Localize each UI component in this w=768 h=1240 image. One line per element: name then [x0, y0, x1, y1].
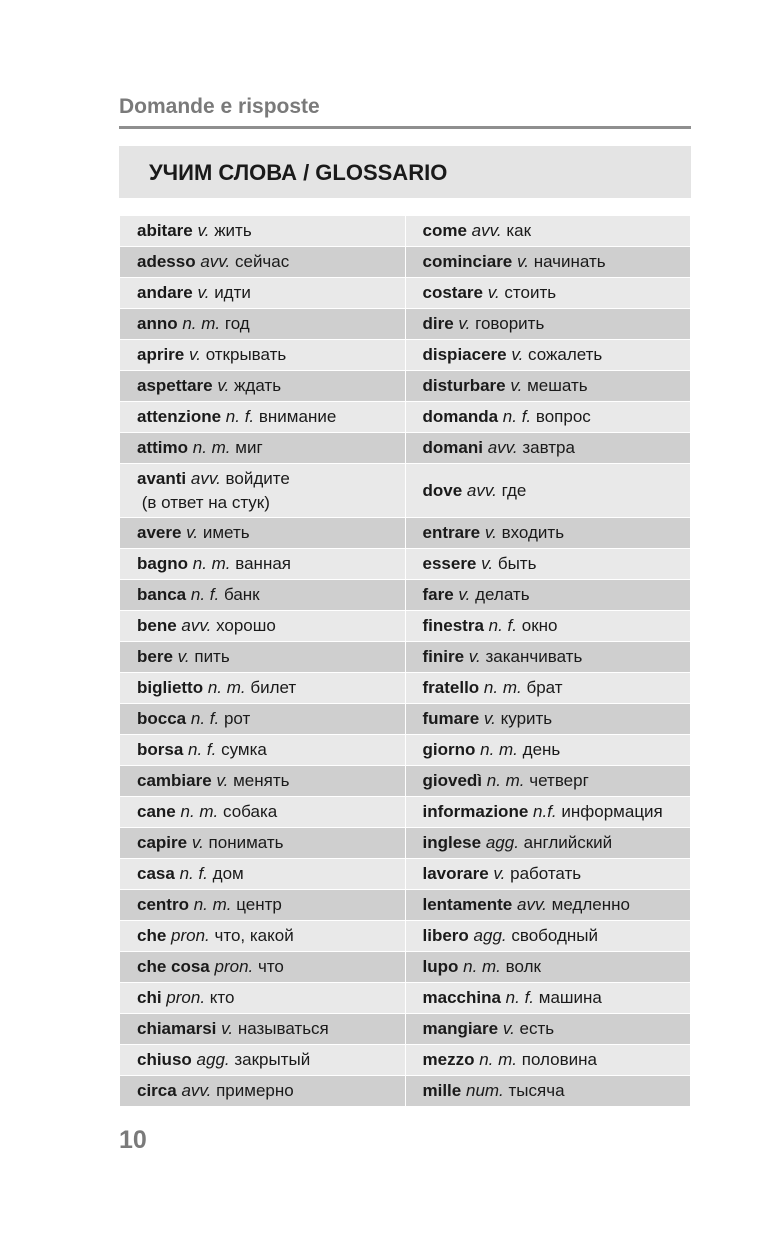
entry-translation: что — [257, 957, 284, 976]
entry-grammar: v. — [483, 709, 496, 728]
entry-word: dispiacere — [422, 345, 507, 364]
entry-translation: закрытый — [234, 1050, 311, 1069]
entry-translation: половина — [521, 1050, 597, 1069]
glossary-entry-left — [120, 735, 406, 766]
entry-translation: сожалеть — [528, 345, 603, 364]
entry-grammar: v. — [502, 1019, 515, 1038]
entry-word: entrare — [422, 523, 481, 542]
table-row — [120, 797, 691, 828]
entry-word: lavorare — [422, 864, 489, 883]
entry-word: giovedì — [422, 771, 483, 790]
entry-grammar: n. f. — [190, 709, 220, 728]
entry-translation: пить — [194, 647, 230, 666]
entry-translation: рот — [223, 709, 251, 728]
entry-grammar: n. f. — [190, 585, 220, 604]
entry-word: dove — [422, 480, 463, 500]
entry-word: avanti — [137, 468, 187, 488]
table-row — [120, 518, 691, 549]
entry-word: bocca — [137, 709, 187, 728]
entry-translation: кто — [209, 988, 235, 1007]
glossary-entry-left — [120, 402, 406, 433]
glossary-entry-left — [120, 309, 406, 340]
glossary-entry-right — [405, 797, 691, 828]
entry-grammar: n.f. — [533, 802, 557, 821]
glossary-entry-right — [405, 518, 691, 549]
entry-grammar: v. — [216, 771, 229, 790]
glossary-entry-left — [120, 1014, 406, 1045]
glossary-entry-left — [120, 340, 406, 371]
entry-word: casa — [137, 864, 175, 883]
entry-word: abitare — [137, 221, 193, 240]
entry-grammar: avv. — [181, 616, 212, 635]
entry-grammar: n. f. — [225, 407, 255, 426]
entry-word: lentamente — [422, 895, 513, 914]
entry-grammar: avv. — [471, 221, 502, 240]
entry-translation: что, какой — [214, 926, 294, 945]
table-row — [120, 890, 691, 921]
entry-word: che — [137, 926, 167, 945]
table-row — [120, 402, 691, 433]
glossary-entry-right — [405, 340, 691, 371]
entry-translation: завтра — [522, 438, 575, 457]
entry-translation: открывать — [205, 345, 287, 364]
glossary-entry-right — [405, 247, 691, 278]
glossary-entry-right — [405, 704, 691, 735]
entry-word: che cosa — [137, 957, 210, 976]
entry-word: finire — [422, 647, 465, 666]
entry-translation: сейчас — [234, 252, 290, 271]
table-row — [120, 859, 691, 890]
entry-word: aspettare — [137, 376, 213, 395]
entry-word: adesso — [137, 252, 196, 271]
entry-grammar: n. m. — [193, 895, 232, 914]
glossary-body — [120, 216, 691, 1107]
entry-word: come — [422, 221, 467, 240]
glossary-entry-right — [405, 921, 691, 952]
section-header — [119, 146, 691, 198]
entry-translation: год — [224, 314, 250, 333]
entry-word: mezzo — [422, 1050, 475, 1069]
table-row — [120, 983, 691, 1014]
entry-word: macchina — [422, 988, 501, 1007]
entry-word: fratello — [422, 678, 480, 697]
entry-word: attimo — [137, 438, 188, 457]
entry-translation: менять — [233, 771, 290, 790]
entry-grammar: v. — [458, 585, 471, 604]
table-row — [120, 216, 691, 247]
entry-translation: день — [522, 740, 561, 759]
entry-word: chiuso — [137, 1050, 192, 1069]
entry-translation: брат — [526, 678, 563, 697]
table-row — [120, 1076, 691, 1107]
glossary-entry-left — [120, 371, 406, 402]
table-row — [120, 1014, 691, 1045]
entry-grammar: v. — [197, 283, 210, 302]
entry-word: lupo — [422, 957, 459, 976]
entry-word: cominciare — [422, 252, 513, 271]
entry-translation: сумка — [221, 740, 267, 759]
table-row — [120, 704, 691, 735]
entry-grammar: n. m. — [463, 957, 501, 976]
table-row — [120, 433, 691, 464]
entry-translation: как — [506, 221, 532, 240]
entry-grammar: avv. — [516, 895, 547, 914]
table-row — [120, 464, 691, 518]
glossary-entry-left — [120, 704, 406, 735]
glossary-entry-left — [120, 518, 406, 549]
entry-word: attenzione — [137, 407, 222, 426]
entry-translation: четверг — [529, 771, 589, 790]
entry-word: cambiare — [137, 771, 212, 790]
entry-grammar: v. — [177, 647, 190, 666]
entry-word: chiamarsi — [137, 1019, 217, 1038]
table-row — [120, 580, 691, 611]
table-row — [120, 735, 691, 766]
table-row — [120, 921, 691, 952]
entry-grammar: n. m. — [483, 678, 522, 697]
entry-word: bere — [137, 647, 173, 666]
entry-translation: где — [501, 480, 527, 500]
entry-grammar: v. — [484, 523, 497, 542]
glossary-entry-right — [405, 859, 691, 890]
entry-translation: мешать — [527, 376, 588, 395]
entry-grammar: n. m. — [479, 1050, 517, 1069]
entry-word: centro — [137, 895, 189, 914]
glossary-entry-left — [120, 1076, 406, 1107]
entry-word: mille — [422, 1081, 462, 1100]
entry-translation: называться — [237, 1019, 329, 1038]
glossary-entry-left — [120, 216, 406, 247]
table-row — [120, 642, 691, 673]
glossary-entry-right — [405, 216, 691, 247]
entry-grammar: n. f. — [488, 616, 518, 635]
entry-grammar: avv. — [487, 438, 518, 457]
entry-translation: идти — [214, 283, 251, 302]
entry-translation: говорить — [475, 314, 545, 333]
entry-grammar: v. — [517, 252, 529, 271]
entry-translation: банк — [223, 585, 260, 604]
glossary-entry-right — [405, 402, 691, 433]
glossary-entry-left — [120, 890, 406, 921]
entry-grammar: v. — [511, 345, 524, 364]
glossary-entry-left — [120, 611, 406, 642]
entry-translation: примерно — [216, 1081, 294, 1100]
glossary-entry-left — [120, 673, 406, 704]
glossary-entry-right — [405, 952, 691, 983]
glossary-entry-left — [120, 464, 406, 518]
glossary-entry-left — [120, 278, 406, 309]
entry-grammar: avv. — [181, 1081, 212, 1100]
glossary-entry-left — [120, 247, 406, 278]
entry-translation: дом — [212, 864, 244, 883]
entry-grammar: v. — [197, 221, 210, 240]
entry-grammar: avv. — [190, 468, 221, 488]
glossary-entry-right — [405, 642, 691, 673]
entry-translation: хорошо — [216, 616, 276, 635]
entry-translation: войдите — [225, 468, 290, 488]
glossary-entry-right — [405, 611, 691, 642]
entry-grammar: agg. — [473, 926, 507, 945]
glossary-entry-left — [120, 859, 406, 890]
entry-translation: центр — [236, 895, 282, 914]
entry-translation: машина — [538, 988, 602, 1007]
entry-grammar: agg. — [485, 833, 519, 852]
glossary-entry-left — [120, 921, 406, 952]
glossary-entry-right — [405, 433, 691, 464]
entry-word: fare — [422, 585, 454, 604]
entry-translation: миг — [235, 438, 263, 457]
table-row — [120, 673, 691, 704]
entry-word: disturbare — [422, 376, 506, 395]
glossary-entry-right — [405, 278, 691, 309]
entry-grammar: n. f. — [505, 988, 535, 1007]
entry-translation: жить — [214, 221, 252, 240]
entry-translation: свободный — [511, 926, 598, 945]
glossary-entry-left — [120, 433, 406, 464]
entry-word: finestra — [422, 616, 484, 635]
running-head: Domande e risposte — [119, 95, 320, 118]
entry-grammar: v. — [191, 833, 204, 852]
table-row — [120, 766, 691, 797]
glossary-entry-right — [405, 1076, 691, 1107]
entry-grammar: v. — [481, 554, 494, 573]
entry-grammar: n. m. — [486, 771, 525, 790]
glossary-entry-left — [120, 766, 406, 797]
glossary-entry-right — [405, 766, 691, 797]
entry-word: banca — [137, 585, 187, 604]
entry-translation: стоить — [504, 283, 557, 302]
entry-translation: понимать — [208, 833, 284, 852]
entry-grammar: n. m. — [207, 678, 246, 697]
entry-word: avere — [137, 523, 182, 542]
page-number: 10 — [119, 1126, 147, 1154]
entry-grammar: n. f. — [502, 407, 532, 426]
glossary-entry-left — [120, 580, 406, 611]
entry-word: anno — [137, 314, 178, 333]
table-row — [120, 611, 691, 642]
entry-word: essere — [422, 554, 477, 573]
entry-grammar: v. — [217, 376, 230, 395]
entry-translation: иметь — [202, 523, 250, 542]
entry-grammar: v. — [221, 1019, 234, 1038]
entry-word: domanda — [422, 407, 499, 426]
entry-translation: быть — [497, 554, 537, 573]
glossary-entry-right — [405, 828, 691, 859]
header-rule — [119, 126, 691, 129]
table-row — [120, 247, 691, 278]
entry-grammar: v. — [487, 283, 500, 302]
entry-translation: работать — [510, 864, 582, 883]
glossary-table — [119, 215, 691, 1107]
section-title: УЧИМ СЛОВА / GLOSSARIO — [149, 160, 448, 185]
entry-word: capire — [137, 833, 188, 852]
entry-translation: есть — [519, 1019, 555, 1038]
entry-word: informazione — [422, 802, 529, 821]
entry-translation: ванная — [235, 554, 291, 573]
entry-grammar: n. m. — [192, 554, 231, 573]
entry-grammar: v. — [493, 864, 506, 883]
entry-word: borsa — [137, 740, 184, 759]
entry-grammar: pron. — [166, 988, 206, 1007]
entry-translation: информация — [561, 802, 663, 821]
table-row — [120, 371, 691, 402]
entry-translation: волк — [505, 957, 541, 976]
glossary-entry-right — [405, 1045, 691, 1076]
entry-translation: делать — [475, 585, 530, 604]
entry-grammar: n. m. — [182, 314, 221, 333]
entry-translation: ждать — [234, 376, 282, 395]
glossary-entry-right — [405, 1014, 691, 1045]
glossary-entry-right — [405, 309, 691, 340]
entry-translation: английский — [523, 833, 613, 852]
table-row — [120, 952, 691, 983]
entry-grammar: pron. — [214, 957, 254, 976]
entry-word: libero — [422, 926, 469, 945]
entry-grammar: avv. — [200, 252, 231, 271]
entry-word: inglese — [422, 833, 482, 852]
glossary-entry-left — [120, 1045, 406, 1076]
glossary-entry-left — [120, 952, 406, 983]
entry-note: (в ответ на стук) — [141, 492, 270, 512]
entry-translation: окно — [521, 616, 558, 635]
entry-translation: входить — [501, 523, 565, 542]
entry-translation: собака — [223, 802, 278, 821]
entry-word: cane — [137, 802, 176, 821]
entry-word: bene — [137, 616, 177, 635]
entry-grammar: v. — [468, 647, 481, 666]
glossary-entry-right — [405, 549, 691, 580]
entry-translation: билет — [250, 678, 297, 697]
entry-grammar: pron. — [171, 926, 210, 945]
table-row — [120, 309, 691, 340]
entry-grammar: num. — [465, 1081, 504, 1100]
entry-word: dire — [422, 314, 454, 333]
glossary-entry-right — [405, 580, 691, 611]
glossary-entry-left — [120, 828, 406, 859]
glossary-entry-left — [120, 549, 406, 580]
entry-grammar: n. m. — [180, 802, 219, 821]
entry-grammar: n. m. — [480, 740, 518, 759]
entry-translation: вопрос — [535, 407, 591, 426]
entry-word: biglietto — [137, 678, 204, 697]
entry-word: mangiare — [422, 1019, 499, 1038]
entry-word: aprire — [137, 345, 185, 364]
entry-translation: внимание — [258, 407, 337, 426]
entry-grammar: n. f. — [188, 740, 217, 759]
entry-word: andare — [137, 283, 193, 302]
entry-word: bagno — [137, 554, 188, 573]
entry-word: giorno — [422, 740, 476, 759]
glossary-entry-right — [405, 890, 691, 921]
entry-grammar: v. — [458, 314, 471, 333]
entry-translation: тысяча — [508, 1081, 565, 1100]
glossary-entry-right — [405, 983, 691, 1014]
entry-word: fumare — [422, 709, 480, 728]
entry-grammar: n. m. — [192, 438, 231, 457]
entry-grammar: v. — [188, 345, 201, 364]
table-row — [120, 1045, 691, 1076]
entry-word: circa — [137, 1081, 177, 1100]
entry-grammar: n. f. — [179, 864, 208, 883]
glossary-entry-right — [405, 673, 691, 704]
entry-grammar: v. — [510, 376, 523, 395]
table-row — [120, 549, 691, 580]
entry-word: costare — [422, 283, 483, 302]
glossary-entry-right — [405, 735, 691, 766]
glossary-entry-left — [120, 797, 406, 828]
entry-grammar: agg. — [196, 1050, 230, 1069]
entry-grammar: avv. — [466, 480, 497, 500]
entry-word: chi — [137, 988, 162, 1007]
glossary-entry-right — [405, 371, 691, 402]
glossary-entry-left — [120, 983, 406, 1014]
glossary-entry-left — [120, 642, 406, 673]
table-row — [120, 278, 691, 309]
entry-translation: медленно — [551, 895, 630, 914]
table-row — [120, 340, 691, 371]
table-row — [120, 828, 691, 859]
entry-translation: начинать — [533, 252, 606, 271]
entry-translation: заканчивать — [485, 647, 583, 666]
glossary-entry-right — [405, 464, 691, 518]
entry-word: domani — [422, 438, 483, 457]
entry-grammar: v. — [186, 523, 199, 542]
entry-translation: курить — [500, 709, 553, 728]
